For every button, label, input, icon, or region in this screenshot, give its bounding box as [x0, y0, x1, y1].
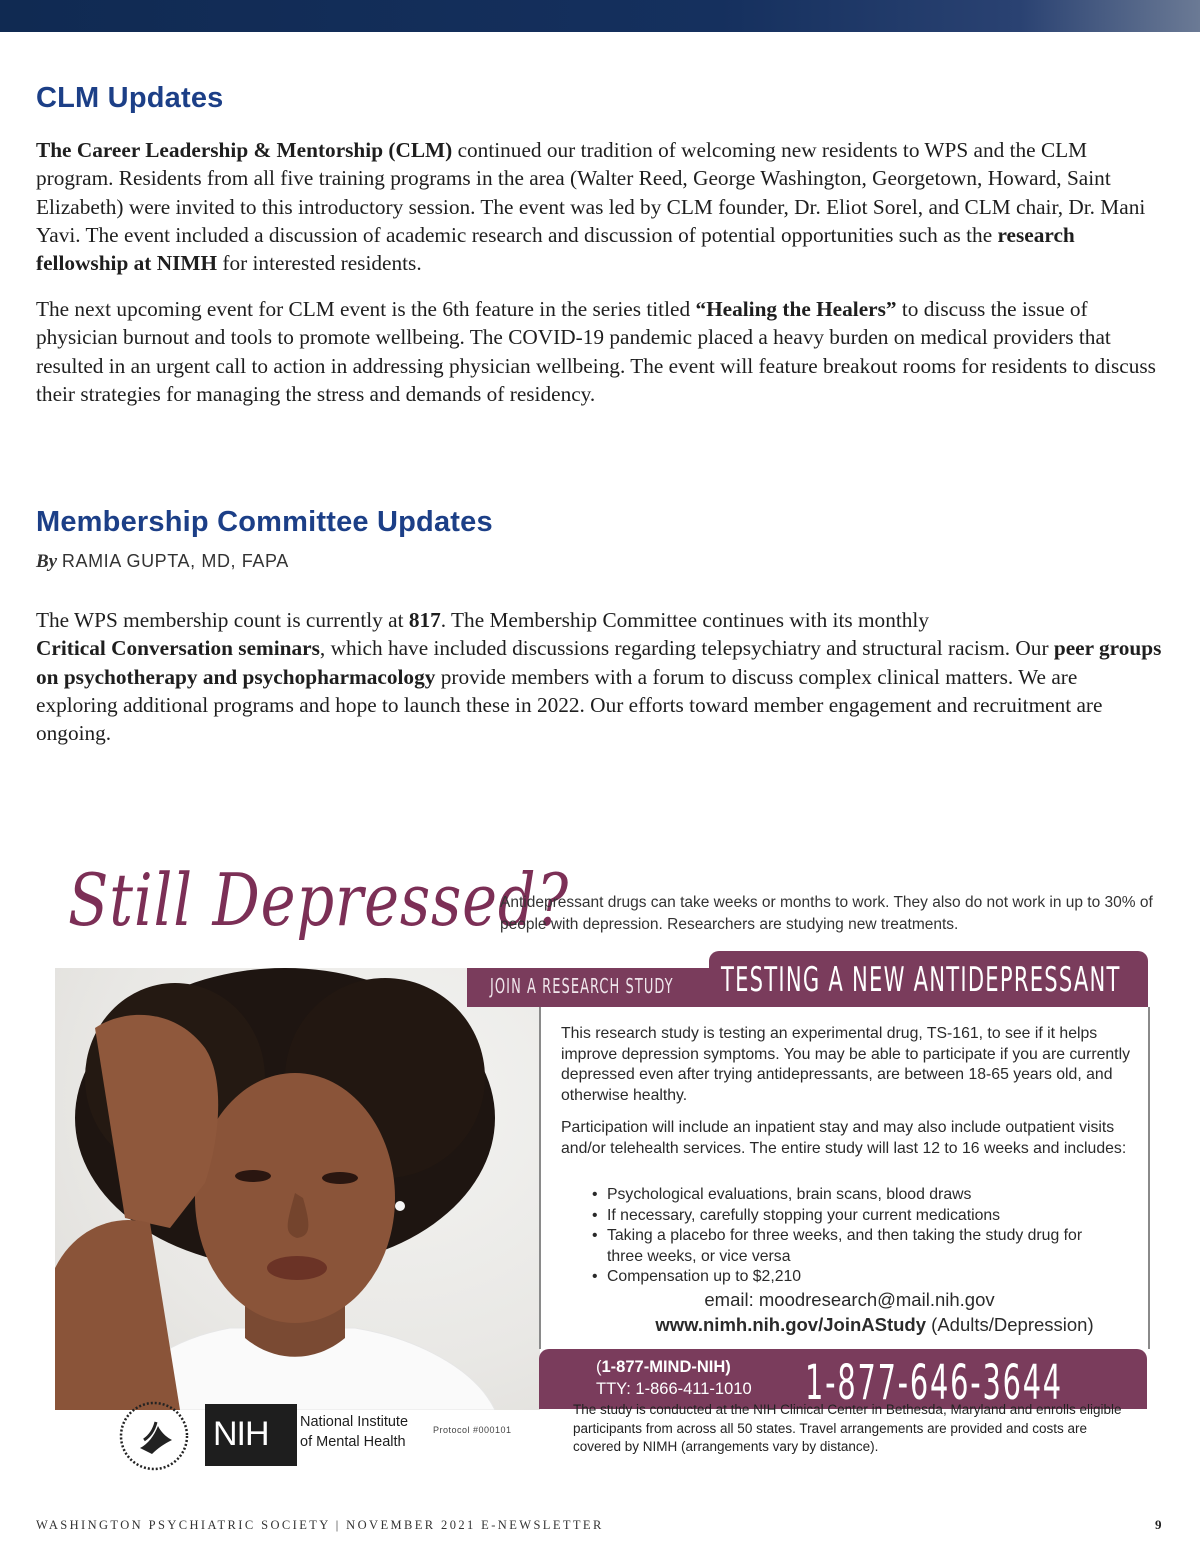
hhs-seal-icon — [118, 1400, 190, 1472]
study-bullets — [579, 1185, 1119, 1288]
healing-healers-title: “Healing the Healers” — [695, 297, 897, 321]
nih-logo-text: NIH — [213, 1415, 269, 1453]
clm-text: The next upcoming event for CLM event is the 6th feature in the series titled — [36, 297, 696, 321]
membership-text: . The Membership Committee continues with its monthly — [440, 608, 929, 632]
clm-text: to discuss the issue of physician burnout and tools to promote wellbeing. The COVID-19 pandemic placed a heavy burden on medical providers that resulted in an urgent call to action in addressing physician wellbeing. The event will feature breakout rooms for residents to discuss their strategies for managing the stress and demands of residency. — [36, 297, 1156, 406]
study-info-box — [539, 1007, 1150, 1349]
study-footnote: The study is conducted at the NIH Clinical Center in Bethesda, Maryland and enrolls eligible participants from across all 50 states. Travel arrangements are provided and costs are covered by NIMH (arrangements vary by distance). — [573, 1402, 1122, 1454]
nimh-name — [300, 1412, 408, 1452]
testing-label: TESTING A NEW ANTIDEPRESSANT — [721, 960, 1121, 1000]
study-url[interactable] — [541, 1314, 1148, 1336]
bullet-item: • Compensation up to $2,210 — [579, 1267, 1119, 1288]
nimh-line-1: National Institute — [300, 1414, 409, 1430]
membership-heading: Membership Committee Updates — [36, 506, 493, 538]
clm-program-name: The Career Leadership & Mentorship (CLM) — [36, 138, 453, 162]
tty-number: TTY: 1-866-411-1010 — [596, 1380, 752, 1398]
nimh-fellowship: research fellowship at NIMH — [36, 222, 1075, 276]
membership-paragraph — [36, 606, 1164, 747]
clm-text: for interested residents. — [217, 251, 422, 276]
critical-conversation-seminars: Critical Conversation seminars — [36, 636, 320, 661]
bullet-item: • If necessary, carefully stopping your current medications — [579, 1206, 1119, 1227]
byline — [36, 551, 289, 573]
membership-text: The WPS membership count is currently at — [36, 608, 409, 632]
bullet-item: • Psychological evaluations, brain scans, blood draws — [579, 1185, 1119, 1206]
study-description: This research study is testing an experimental drug, TS-161, to see if it helps improve depression symptoms. You may be able to participate if you are currently depressed even after trying antidepressants, are between 18-65 years old, and otherwise healthy. — [561, 1025, 1130, 1104]
byline-by: By — [36, 551, 58, 572]
woman-photo — [55, 968, 540, 1410]
contact-email[interactable]: email: moodresearch@mail.nih.gov — [704, 1289, 995, 1310]
membership-text: provide members with a forum to discuss complex clinical matters. We are exploring additional programs and hope to launch these in 2022. Our efforts toward member engagement and recruitment are ongoing. — [36, 664, 1103, 746]
bullet-item: • Taking a placebo for three weeks, and then taking the study drug for three weeks, or vice versa — [579, 1226, 1119, 1267]
nimh-line-2: of Mental Health — [300, 1434, 406, 1450]
protocol-number: Protocol #000101 — [433, 1425, 512, 1435]
testing-banner — [709, 951, 1148, 1007]
ad-headline: Still Depressed? — [68, 858, 569, 942]
nih-logo — [205, 1404, 297, 1466]
join-study-banner — [467, 968, 717, 1007]
membership-text: , which have included discussions regarding telepsychiatry and structural racism. Our — [319, 636, 1054, 661]
top-header-bar — [0, 0, 1200, 32]
study-url-link[interactable]: www.nimh.nih.gov/JoinAStudy — [655, 1314, 927, 1335]
author-name: RAMIA GUPTA, MD, FAPA — [61, 551, 289, 571]
mind-nih-text: 1-877-MIND-NIH) — [601, 1358, 731, 1376]
membership-count: 817 — [408, 608, 441, 632]
ad-intro: Antidepressant drugs can take weeks or months to work. They also do not work in up to 30% of people with depression. Researchers are studying new treatments. — [500, 894, 1153, 933]
mind-nih-number: (1-877-MIND-NIH) — [596, 1358, 731, 1376]
clm-paragraph-2 — [36, 295, 1164, 408]
peer-groups: peer groups on psychotherapy and psychopharmacology — [36, 636, 1162, 689]
clm-text: continued our tradition of welcoming new residents to WPS and the CLM program. Residents from all five training programs in the area (Walter Reed, George Washington, Georgetown, Howard, Saint Elizabeth) were invited to this introductory session. The event was led by CLM founder, Dr. Eliot Sorel, and CLM chair, Dr. Mani Yavi. The event included a discussion of academic research and discussion of potential opportunities such as the — [36, 138, 1146, 247]
participation-description: Participation will include an inpatient stay and may also include outpatient visits and/or telehealth services. The entire study will last 12 to 16 weeks and includes: — [561, 1119, 1127, 1157]
clm-paragraph-1 — [36, 136, 1164, 277]
join-study-label: JOIN A RESEARCH STUDY — [490, 974, 674, 998]
clm-heading: CLM Updates — [36, 82, 224, 114]
woman-illustration — [55, 968, 540, 1410]
page-footer: WASHINGTON PSYCHIATRIC SOCIETY | NOVEMBER 2021 E-NEWSLETTER — [36, 1518, 604, 1532]
page-number: 9 — [1155, 1517, 1162, 1532]
phone-number[interactable]: 1-877-646-3644 — [805, 1355, 1063, 1411]
study-url-suffix: (Adults/Depression) — [926, 1314, 1094, 1335]
phone-bar — [539, 1349, 1147, 1409]
